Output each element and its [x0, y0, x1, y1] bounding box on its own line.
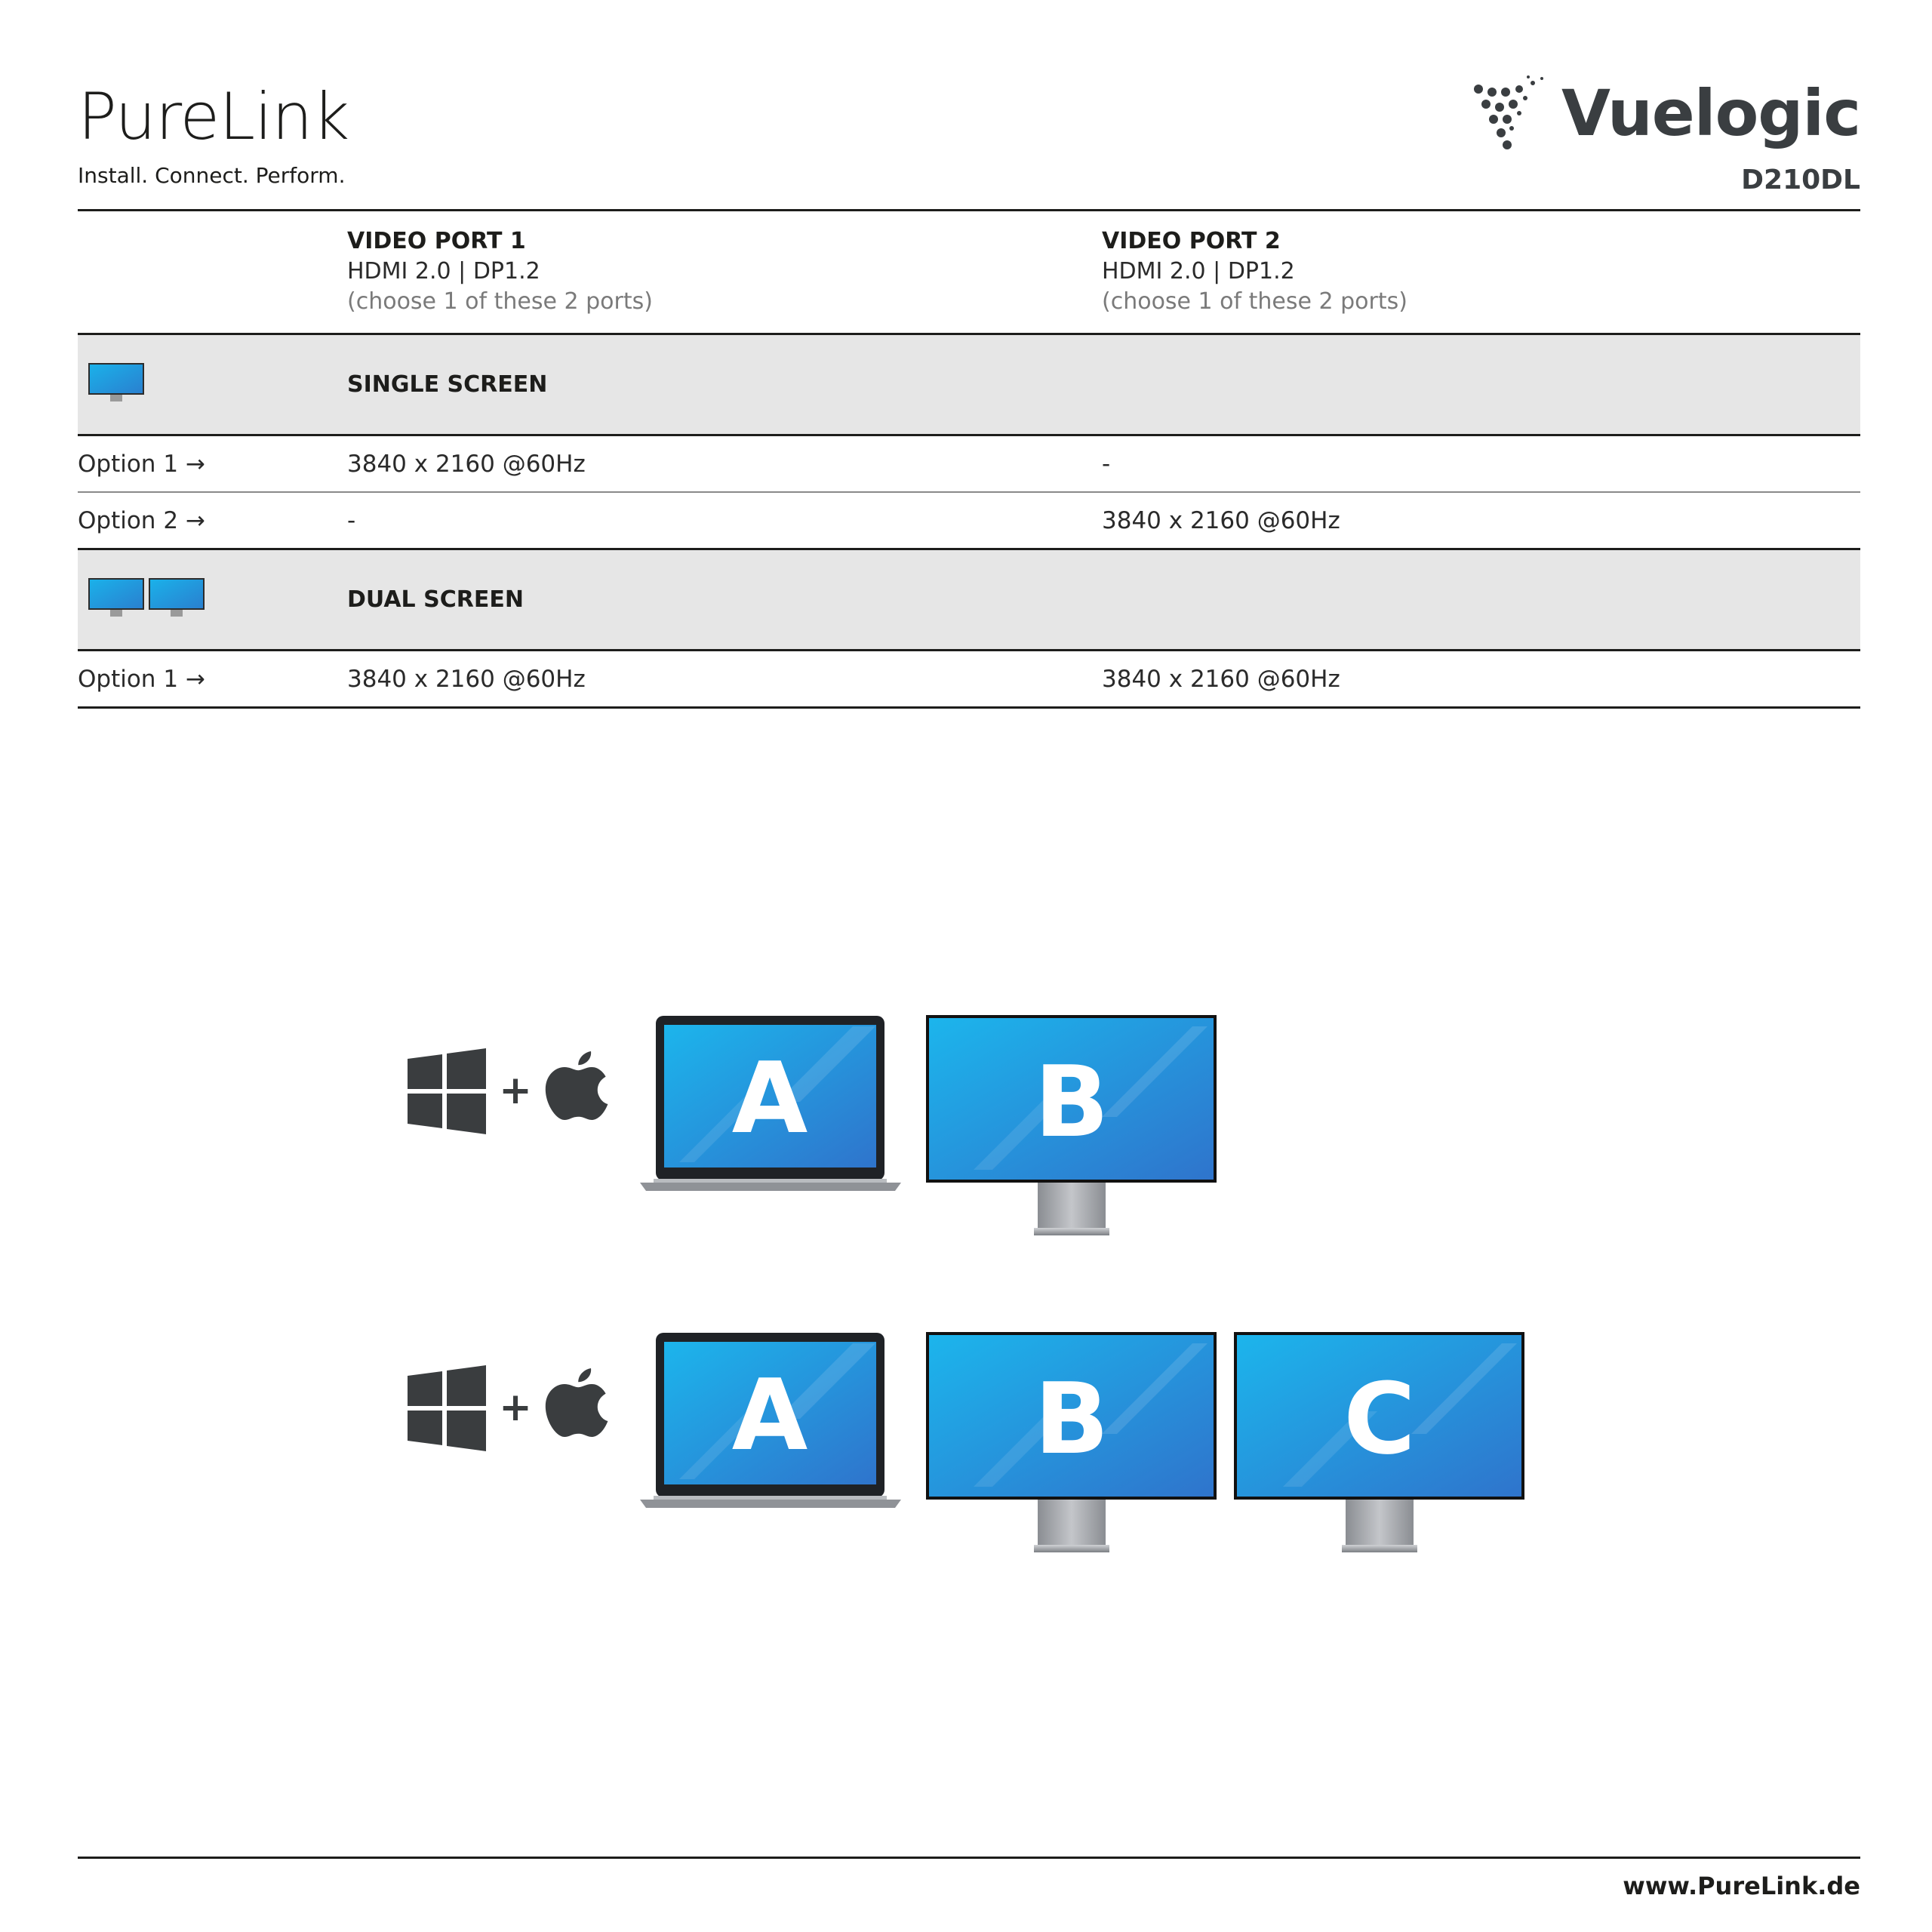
windows-icon [408, 1365, 486, 1451]
windows-icon [408, 1048, 486, 1134]
video-port-1-note: (choose 1 of these 2 ports) [347, 288, 653, 315]
video-port-1-title: VIDEO PORT 1 [347, 228, 526, 254]
monitor-c [1234, 1332, 1524, 1552]
apple-icon [546, 1368, 608, 1437]
plus-sign: + [499, 1385, 532, 1430]
row-label: Option 1 → [78, 665, 205, 693]
laptop-a [640, 1016, 901, 1191]
footer-divider [78, 1857, 1860, 1859]
monitor-label: B [1034, 1044, 1109, 1159]
purelink-tagline: Install. Connect. Perform. [78, 163, 346, 188]
laptop-label: A [731, 1358, 808, 1472]
model-number: D210DL [1741, 165, 1860, 195]
row-label: Option 1 → [78, 450, 205, 478]
monitor-label: B [1034, 1361, 1109, 1476]
video-port-2-note: (choose 1 of these 2 ports) [1102, 288, 1407, 315]
plus-sign: + [499, 1068, 532, 1113]
footer-website-link[interactable]: www.PureLink.de [1623, 1872, 1860, 1900]
vuelogic-logo: Vuelogic [1561, 76, 1860, 150]
port-1-resolution: - [347, 506, 356, 534]
port-2-resolution: 3840 x 2160 @60Hz [1102, 665, 1340, 693]
setup-single-external [408, 1015, 1217, 1235]
row-label: Option 2 → [78, 506, 205, 534]
laptop-label: A [731, 1041, 808, 1155]
video-port-2-title: VIDEO PORT 2 [1102, 228, 1281, 254]
monitor-b [926, 1015, 1217, 1235]
port-1-resolution: 3840 x 2160 @60Hz [347, 665, 586, 693]
laptop-a [640, 1333, 901, 1508]
port-2-resolution: 3840 x 2160 @60Hz [1102, 506, 1340, 534]
apple-icon [546, 1051, 608, 1120]
port-1-resolution: 3840 x 2160 @60Hz [347, 450, 586, 478]
monitor-label: C [1343, 1361, 1416, 1476]
video-port-1-spec: HDMI 2.0 | DP1.2 [347, 258, 540, 285]
port-2-resolution: - [1102, 450, 1111, 478]
purelink-logo: PureLink [78, 79, 349, 155]
setup-dual-external [408, 1332, 1524, 1552]
monitor-b [926, 1332, 1217, 1552]
single-screen-title: SINGLE SCREEN [347, 371, 548, 398]
video-port-2-spec: HDMI 2.0 | DP1.2 [1102, 258, 1295, 285]
dual-screen-title: DUAL SCREEN [347, 586, 524, 613]
